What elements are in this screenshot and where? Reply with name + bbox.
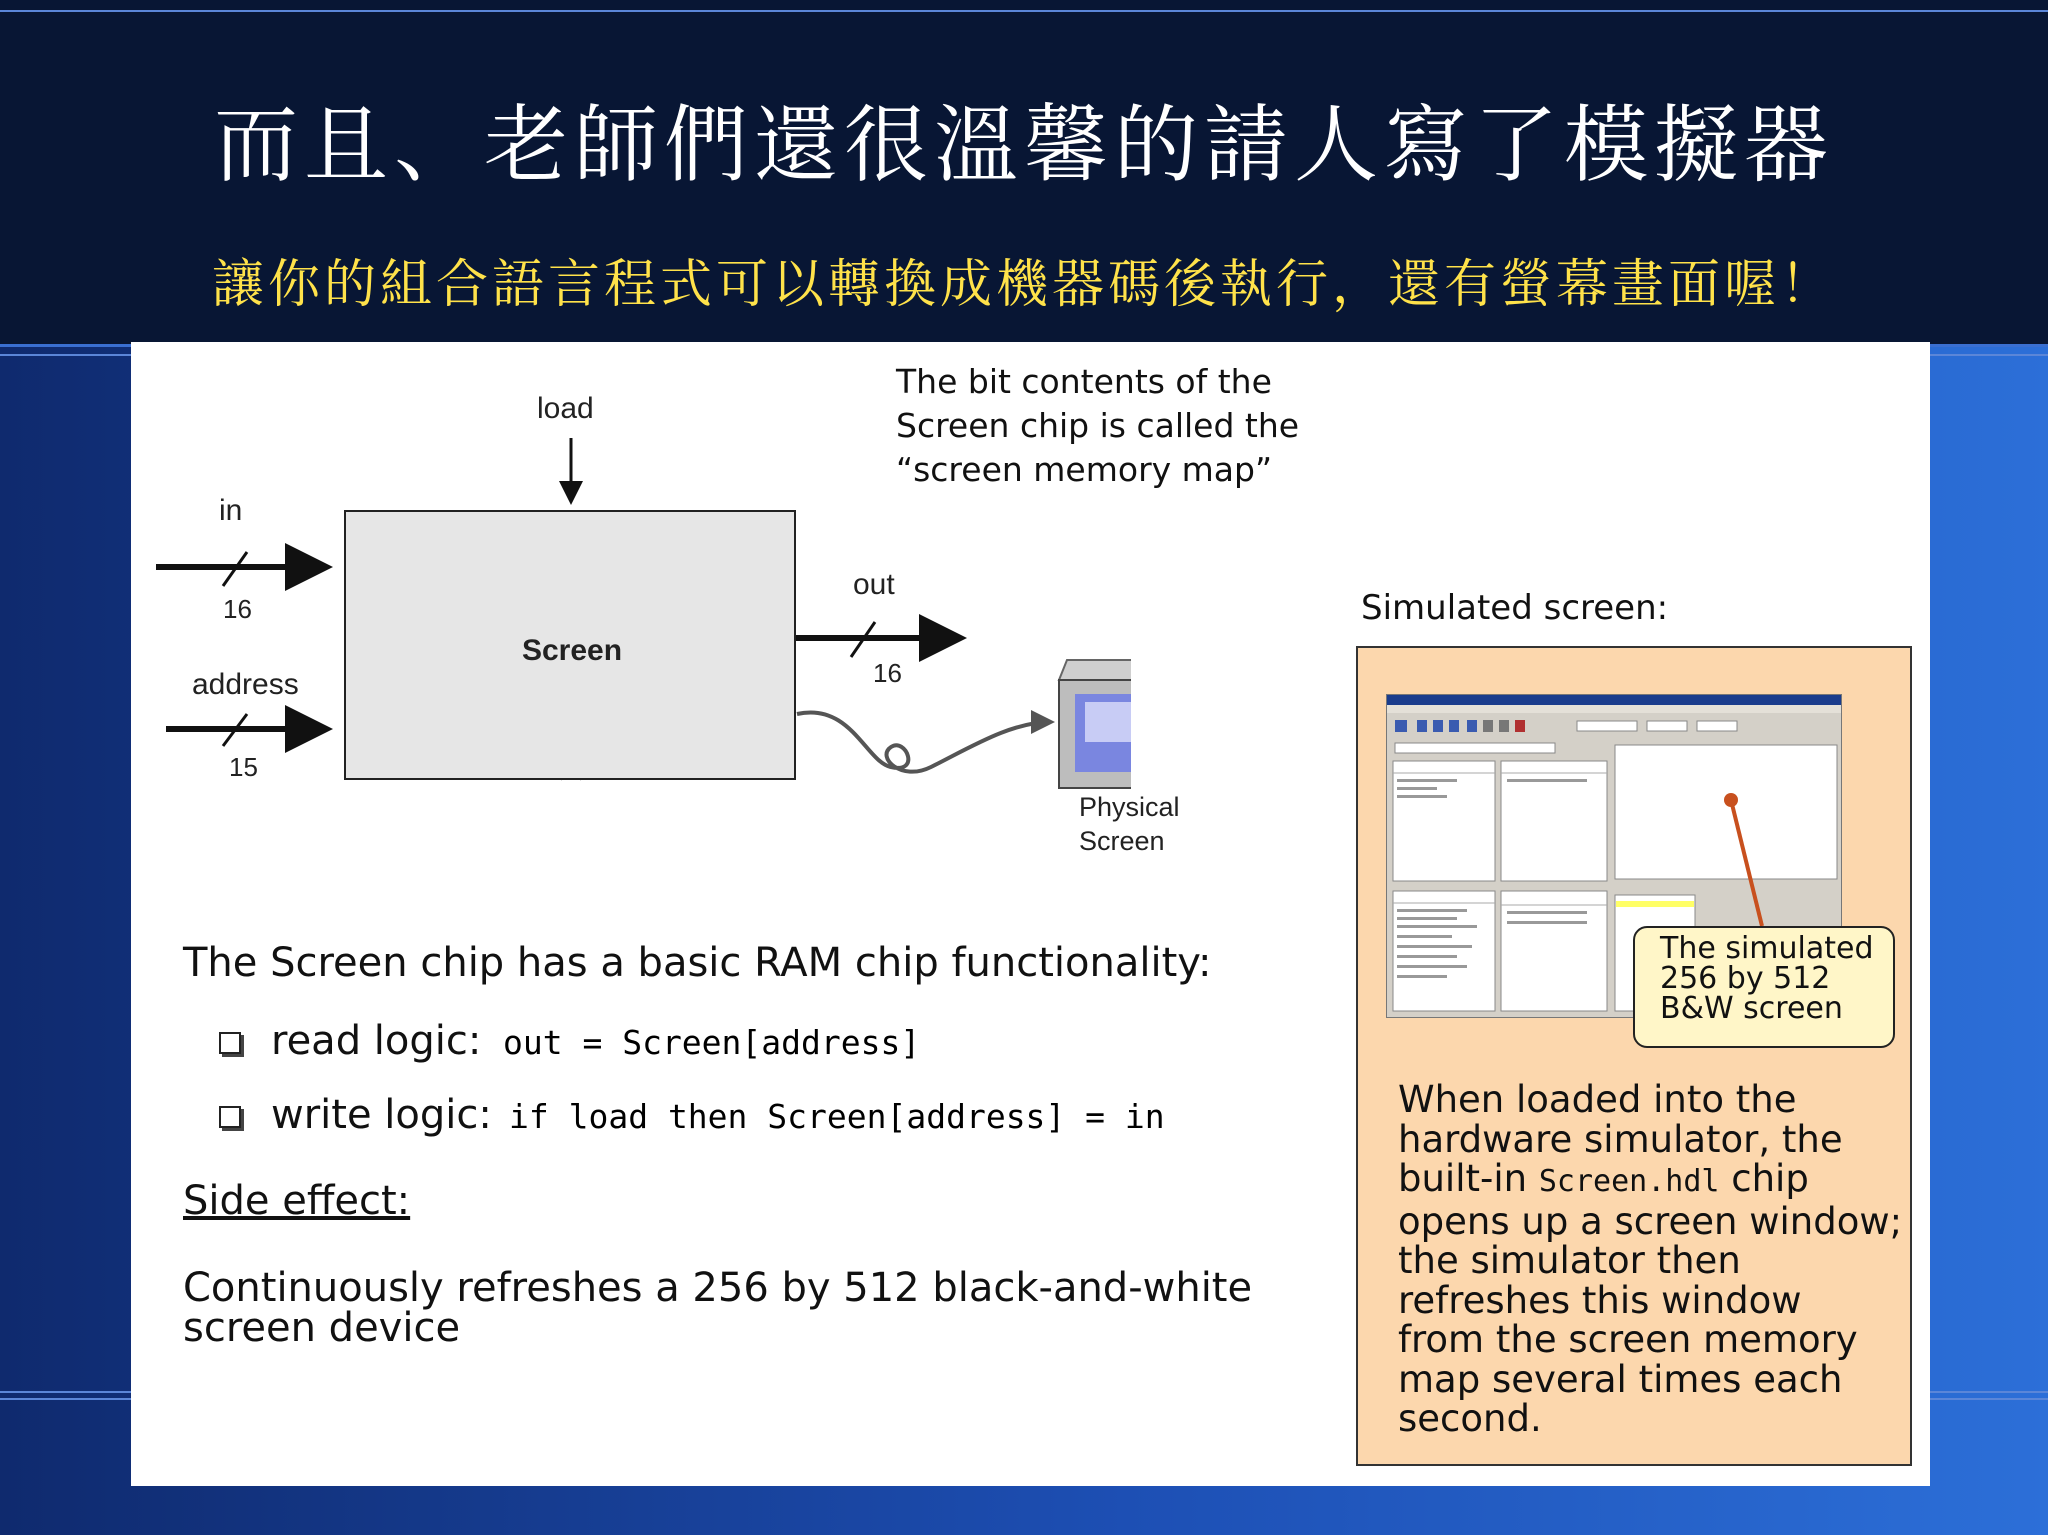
- in-label: in: [219, 494, 243, 527]
- divider: [0, 10, 2048, 12]
- out-width-label: 16: [873, 658, 902, 688]
- write-logic-item: write logic: if load then Screen[address] = in: [219, 1092, 1165, 1138]
- in-width-label: 16: [223, 594, 252, 624]
- side-effect-heading: Side effect:: [183, 1178, 411, 1224]
- monitor-icon: [1059, 660, 1131, 788]
- address-label: address: [192, 668, 299, 701]
- chip-label: Screen: [521, 634, 623, 667]
- simulated-screen-heading: Simulated screen:: [1361, 588, 1669, 628]
- out-label: out: [853, 568, 895, 601]
- physical-screen-label: Physical Screen: [1079, 792, 1180, 856]
- checkbox-bullet-icon: [219, 1106, 241, 1128]
- content-panel: [131, 342, 1930, 1486]
- load-label: load: [537, 392, 594, 425]
- memory-map-note: The bit contents of the Screen chip is called the “screen memory map”: [896, 362, 1300, 489]
- functionality-heading: The Screen chip has a basic RAM chip functionality:: [183, 940, 1212, 986]
- checkbox-bullet-icon: [219, 1032, 241, 1054]
- slide-title: 而且、老師們還很溫馨的請人寫了模擬器: [213, 96, 1834, 194]
- screen-hdl-code: Screen.hdl: [1538, 1164, 1720, 1199]
- pointer-graphics: [1358, 648, 1914, 948]
- simulator-panel: [1356, 646, 1912, 1466]
- screen-chip-box: [344, 510, 796, 780]
- address-width-label: 15: [229, 752, 258, 782]
- slide-subtitle: 讓你的組合語言程式可以轉換成機器碼後執行，還有螢幕畫面喔！: [211, 255, 1836, 315]
- cable-to-monitor: [797, 712, 1051, 771]
- side-effect-text: Continuously refreshes a 256 by 512 black-and-white screen device: [183, 1265, 1253, 1351]
- read-logic-item: read logic: out = Screen[address]: [219, 1018, 920, 1064]
- simulated-screen-callout: The simulated 256 by 512 B&W screen: [1633, 926, 1895, 1048]
- simulator-description: When loaded into the hardware simulator, the built-in Screen.hdl chip opens up a screen window; the simulator then refreshes this window from the screen memory map several times each second.: [1398, 1078, 1903, 1440]
